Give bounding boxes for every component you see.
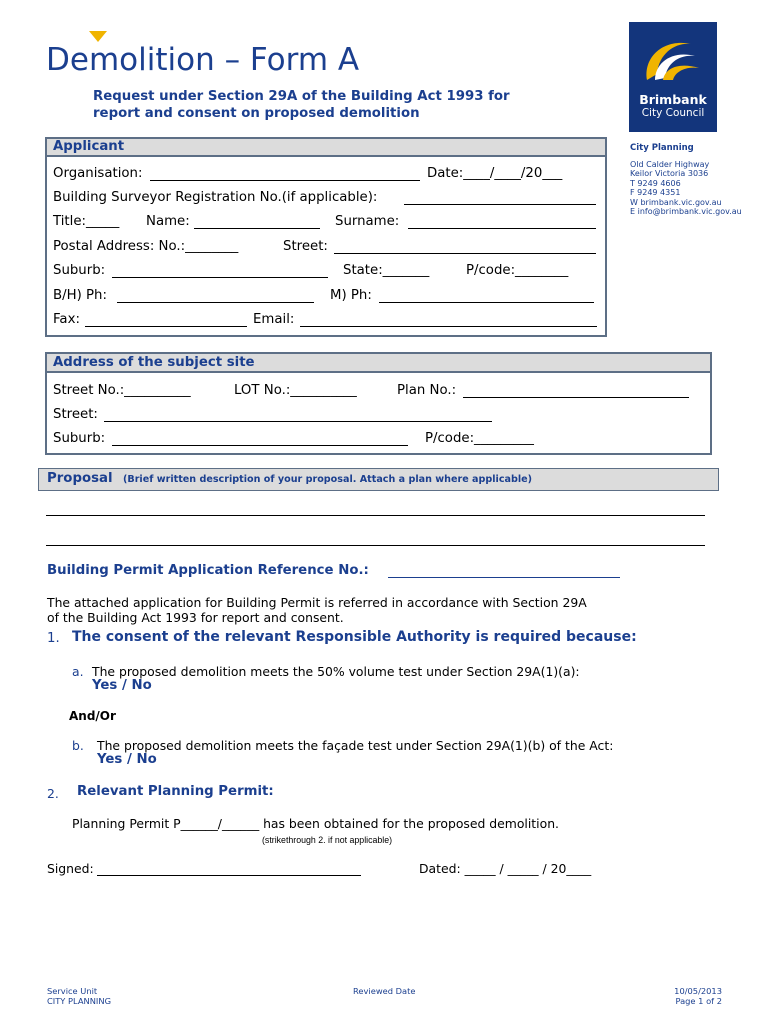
question-2: Relevant Planning Permit: [77,784,274,799]
pcode-label: P/code:________ [466,263,569,278]
email-label: Email: [253,312,295,327]
proposal-line-2[interactable] [46,545,705,546]
site-street-label: Street: [53,407,98,422]
contact-email[interactable]: E info@brimbank.vic.gov.au [630,207,742,217]
option-a-label: a. [72,664,84,679]
contact-web[interactable]: W brimbank.vic.gov.au [630,197,722,207]
option-b-yes-no[interactable]: Yes / No [97,752,157,767]
proposal-heading-bar [38,468,719,491]
logo-subtitle: City Council [641,107,705,119]
postal-label: Postal Address: No.:________ [53,239,239,254]
registration-label: Building Surveyor Registration No.(if applicable): [53,190,378,205]
permit-reference-label: Building Permit Application Reference No.: [47,563,369,578]
contact-phone: T 9249 4606 [630,178,681,188]
applicant-heading: Applicant [47,139,605,157]
subject-site-heading: Address of the subject site [47,354,710,373]
surname-label: Surname: [335,214,400,229]
contact-address-1: Old Calder Highway [630,160,710,169]
proposal-note: (Brief written description of your proposal. Attach a plan where applicable) [123,474,533,485]
dated-label: Dated: _____ / _____ / 20____ [419,861,592,876]
site-suburb-label: Suburb: [53,431,106,446]
postal-street-field[interactable] [334,253,596,254]
date-label: Date:____/____/20___ [427,166,563,181]
question-1-number: 1. [47,631,60,646]
organisation-label: Organisation: [53,166,143,181]
footer-page-number: Page 1 of 2 [675,996,722,1006]
footer-date: 10/05/2013 [674,986,722,996]
option-b-label: b. [72,738,84,753]
proposal-heading: Proposal [47,471,113,486]
postal-street-label: Street: [283,239,328,254]
brimbank-logo [629,22,717,132]
state-label: State:_______ [343,263,430,278]
footer-reviewed-date: Reviewed Date [353,986,416,996]
plan-no-label: Plan No.: [397,383,457,398]
mobile-phone-field[interactable] [379,302,594,303]
name-field[interactable] [194,228,320,229]
street-no-label: Street No.:__________ [53,383,191,398]
referral-intro-line-1: The attached application for Building Permit is referred in accordance with Section 29A [47,595,587,610]
strikethrough-note: (strikethrough 2. if not applicable) [262,835,393,845]
question-1: The consent of the relevant Responsible Authority is required because: [72,629,637,645]
footer-left [47,986,111,1006]
bh-phone-label: B/H) Ph: [53,288,107,303]
email-field[interactable] [300,326,597,327]
option-b-text: The proposed demolition meets the façade test under Section 29A(1)(b) of the Act: [97,738,614,753]
lot-no-label: LOT No.:__________ [234,383,357,398]
organisation-field[interactable] [150,180,420,181]
swoosh-logo-icon [629,22,717,92]
site-street-field[interactable] [104,421,492,422]
footer-right [674,986,722,1006]
question-2-number: 2. [47,786,59,801]
and-or-label: And/Or [69,709,116,723]
page-subtitle [93,88,563,122]
surname-field[interactable] [408,228,596,229]
site-suburb-field[interactable] [112,445,408,446]
site-pcode-label: P/code:_________ [425,431,534,446]
option-a-yes-no[interactable]: Yes / No [92,678,152,693]
subtitle-line-2: report and consent on proposed demolition [93,106,420,121]
subject-site-section [45,352,712,455]
signature-field[interactable] [97,875,361,876]
option-a-text: The proposed demolition meets the 50% volume test under Section 29A(1)(a): [92,664,580,679]
contact-details [630,160,742,216]
referral-intro-line-2: of the Building Act 1993 for report and consent. [47,610,344,625]
proposal-line-1[interactable] [46,515,705,516]
fax-field[interactable] [85,326,247,327]
planning-permit-statement: Planning Permit P______/______ has been obtained for the proposed demolition. [72,816,559,831]
permit-reference-field[interactable] [388,577,620,578]
referral-intro [47,595,587,625]
mobile-phone-label: M) Ph: [330,288,372,303]
contact-fax: F 9249 4351 [630,188,681,198]
department-name: City Planning [630,143,694,153]
bh-phone-field[interactable] [117,302,314,303]
name-label: Name: [146,214,190,229]
contact-address-2: Keilor Victoria 3036 [630,169,709,179]
page-title: Demolition – Form A [46,42,360,78]
signed-label: Signed: [47,861,94,876]
footer-service-unit: Service Unit [47,986,98,996]
footer-city-planning: CITY PLANNING [47,996,112,1006]
yellow-triangle-icon [89,31,107,42]
fax-label: Fax: [53,312,80,327]
registration-field[interactable] [404,204,596,205]
suburb-label: Suburb: [53,263,106,278]
logo-name: Brimbank [639,92,707,107]
plan-no-field[interactable] [463,397,689,398]
subtitle-line-1: Request under Section 29A of the Building Act 1993 for [93,89,510,104]
title-label: Title:_____ [53,214,120,229]
suburb-field[interactable] [112,277,328,278]
